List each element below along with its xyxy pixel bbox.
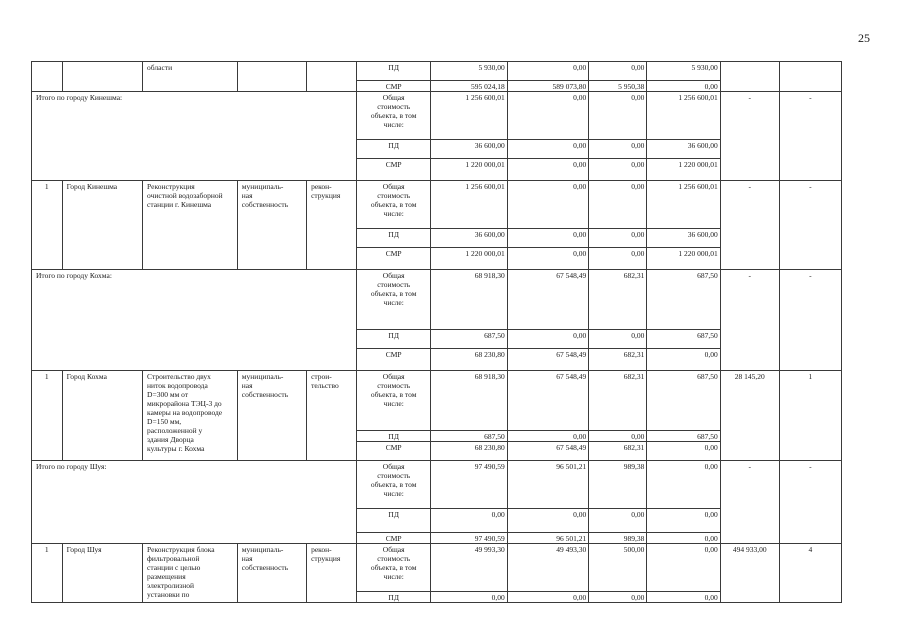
table-cell: 0,00 <box>431 509 507 533</box>
table-cell: 682,31 <box>589 349 647 371</box>
table-cell: 682,31 <box>589 270 647 330</box>
table-cell: 0,00 <box>647 509 720 533</box>
table-cell: 97 490,59 <box>431 533 507 544</box>
table-body <box>32 62 842 603</box>
table-cell: 0,00 <box>589 248 647 270</box>
table-cell: Общая стоимость объекта, в том числе: <box>357 371 431 431</box>
table-cell: 1 <box>32 371 63 461</box>
table-cell: 97 490,59 <box>431 461 507 509</box>
table-cell: Реконструкция блока фильтровальной станции с целью размещения электролизной установки по <box>143 544 238 603</box>
table-row <box>32 270 842 330</box>
table-cell: 36 600,00 <box>647 140 720 159</box>
table-cell: Реконструкция очистной водозаборной станции г. Кинешма <box>143 181 238 270</box>
table-cell: - <box>720 92 779 181</box>
table-cell: СМР <box>357 248 431 270</box>
table-cell: 687,50 <box>647 431 720 442</box>
table-cell: 1 256 600,01 <box>647 92 720 140</box>
table-cell: Общая стоимость объекта, в том числе: <box>357 544 431 592</box>
table-cell: 1 220 000,01 <box>431 159 507 181</box>
table-cell: 67 548,49 <box>507 270 589 330</box>
table-cell: 0,00 <box>507 140 589 159</box>
table-cell: 1 <box>779 371 841 461</box>
table-cell: - <box>720 181 779 270</box>
table-cell: ПД <box>357 62 431 81</box>
table-cell <box>720 62 779 92</box>
table-cell: 67 548,49 <box>507 371 589 431</box>
table-cell: области <box>143 62 238 92</box>
table-cell: Общая стоимость объекта, в том числе: <box>357 92 431 140</box>
table-cell: ПД <box>357 140 431 159</box>
table-cell: 0,00 <box>589 509 647 533</box>
table-cell: СМР <box>357 533 431 544</box>
table-cell: 1 256 600,01 <box>431 181 507 229</box>
page-number: 25 <box>858 31 870 45</box>
table-cell: 0,00 <box>647 461 720 509</box>
table-cell: 494 933,00 <box>720 544 779 603</box>
table-cell: 28 145,20 <box>720 371 779 461</box>
table-cell: 682,31 <box>589 442 647 461</box>
table-cell: рекон- струкция <box>307 544 357 603</box>
table-cell: 0,00 <box>589 92 647 140</box>
table-cell: 0,00 <box>507 62 589 81</box>
table-cell: 5 930,00 <box>647 62 720 81</box>
table-cell: 96 501,21 <box>507 461 589 509</box>
table-cell: 989,38 <box>589 533 647 544</box>
table-cell: 68 918,30 <box>431 371 507 431</box>
table-cell: Общая стоимость объекта, в том числе: <box>357 181 431 229</box>
table-row <box>32 544 842 592</box>
table-cell: 0,00 <box>589 140 647 159</box>
table-cell: 0,00 <box>647 442 720 461</box>
table-cell: 687,50 <box>431 431 507 442</box>
table-cell: 0,00 <box>589 431 647 442</box>
table-cell: 68 230,80 <box>431 442 507 461</box>
table-cell <box>237 62 306 92</box>
table-row <box>32 371 842 431</box>
table-cell: 0,00 <box>647 533 720 544</box>
table-cell: - <box>720 461 779 544</box>
table-cell: 0,00 <box>589 229 647 248</box>
table-cell: Город Кохма <box>62 371 142 461</box>
table-cell: 96 501,21 <box>507 533 589 544</box>
table-cell: - <box>779 92 841 181</box>
table-cell: ПД <box>357 431 431 442</box>
table-cell: СМР <box>357 442 431 461</box>
table-cell: - <box>779 181 841 270</box>
table-cell: 0,00 <box>589 181 647 229</box>
table-cell: 0,00 <box>507 92 589 140</box>
table-cell: 36 600,00 <box>647 229 720 248</box>
table-cell <box>62 62 142 92</box>
table-cell: 0,00 <box>507 159 589 181</box>
table-cell: 0,00 <box>589 330 647 349</box>
table-cell: 0,00 <box>647 81 720 92</box>
table-cell: Итого по городу Кинешма: <box>32 92 357 181</box>
table-cell: 5 950,38 <box>589 81 647 92</box>
table-cell: 36 600,00 <box>431 140 507 159</box>
table-cell: Город Кинешма <box>62 181 142 270</box>
table-cell: 0,00 <box>507 509 589 533</box>
table-cell: 67 548,49 <box>507 349 589 371</box>
table-cell: Общая стоимость объекта, в том числе: <box>357 270 431 330</box>
table-cell: 1 256 600,01 <box>431 92 507 140</box>
table-row <box>32 461 842 509</box>
table-cell: 1 256 600,01 <box>647 181 720 229</box>
table-cell: 36 600,00 <box>431 229 507 248</box>
table-cell: 989,38 <box>589 461 647 509</box>
table-cell: 687,50 <box>647 371 720 431</box>
table-cell: 0,00 <box>589 592 647 603</box>
table-cell: 0,00 <box>507 181 589 229</box>
table-cell: строи- тельство <box>307 371 357 461</box>
table-cell: Итого по городу Шуя: <box>32 461 357 544</box>
table-cell: 1 <box>32 181 63 270</box>
table-row <box>32 92 842 140</box>
table-cell: 1 220 000,01 <box>431 248 507 270</box>
table-cell: 0,00 <box>507 592 589 603</box>
table-cell: 0,00 <box>507 330 589 349</box>
investment-program-table <box>31 61 842 603</box>
table-row <box>32 181 842 229</box>
table-cell: 0,00 <box>507 229 589 248</box>
table-cell: - <box>779 461 841 544</box>
table-cell: 0,00 <box>589 62 647 81</box>
table-cell: 5 930,00 <box>431 62 507 81</box>
table-cell: 500,00 <box>589 544 647 592</box>
table-cell: ПД <box>357 330 431 349</box>
table-cell: муниципаль- ная собственность <box>237 544 306 603</box>
table-cell: 0,00 <box>589 159 647 181</box>
table-cell: 0,00 <box>431 592 507 603</box>
table-cell: 68 918,30 <box>431 270 507 330</box>
table-cell: ПД <box>357 509 431 533</box>
table-cell: рекон- струкция <box>307 181 357 270</box>
table-cell: 687,50 <box>431 330 507 349</box>
table-cell: 68 230,80 <box>431 349 507 371</box>
table-cell: 0,00 <box>647 349 720 371</box>
table-cell: 67 548,49 <box>507 442 589 461</box>
table-cell: 49 993,30 <box>431 544 507 592</box>
table-cell: Итого по городу Кохма: <box>32 270 357 371</box>
table-cell: 682,31 <box>589 371 647 431</box>
table-cell: 49 493,30 <box>507 544 589 592</box>
table-cell: 687,50 <box>647 330 720 349</box>
table-cell: муниципаль- ная собственность <box>237 181 306 270</box>
table-cell: Строительство двух ниток водопровода D=300 мм от микрорайона ТЭЦ-3 до камеры на водопроводе D=150 мм, расположенной у здания Дворца культуры г. Кохма <box>143 371 238 461</box>
table-cell: 0,00 <box>647 592 720 603</box>
table-cell: Город Шуя <box>62 544 142 603</box>
table-cell <box>307 62 357 92</box>
table-cell: СМР <box>357 159 431 181</box>
table-cell: Общая стоимость объекта, в том числе: <box>357 461 431 509</box>
table-cell: 0,00 <box>507 248 589 270</box>
table-cell: 595 024,18 <box>431 81 507 92</box>
table-cell: 1 220 000,01 <box>647 159 720 181</box>
table-cell: 589 073,80 <box>507 81 589 92</box>
table-cell: СМР <box>357 81 431 92</box>
table-cell: 1 <box>32 544 63 603</box>
table-row <box>32 62 842 81</box>
table-cell <box>779 62 841 92</box>
table-cell: 0,00 <box>507 431 589 442</box>
table-cell: 687,50 <box>647 270 720 330</box>
table-cell: - <box>720 270 779 371</box>
table-cell: ПД <box>357 592 431 603</box>
table-cell: - <box>779 270 841 371</box>
table-cell: 0,00 <box>647 544 720 592</box>
table-cell: ПД <box>357 229 431 248</box>
table-cell: 1 220 000,01 <box>647 248 720 270</box>
table-cell: муниципаль- ная собственность <box>237 371 306 461</box>
table-cell <box>32 62 63 92</box>
table-cell: СМР <box>357 349 431 371</box>
table-cell: 4 <box>779 544 841 603</box>
